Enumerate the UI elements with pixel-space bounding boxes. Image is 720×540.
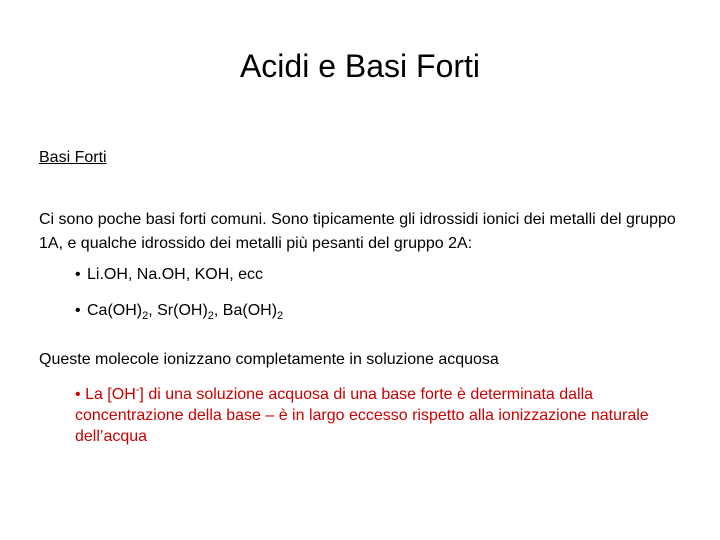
subscript: 2 [142, 310, 149, 322]
bullet-group-2a [75, 301, 283, 321]
subscript: 2 [277, 310, 284, 322]
note-suffix: ] di una soluzione acquosa di una base forte è determinata dalla concentrazione della base – è in largo eccesso rispetto alla ionizzazione naturale dell’acqua [75, 386, 649, 445]
note-prefix: La [OH [85, 386, 136, 403]
intro-paragraph: Ci sono poche basi forti comuni. Sono tipicamente gli idrossidi ionici dei metalli del gruppo 1A, e qualche idrossido dei metalli più pesanti del gruppo 2A: [39, 211, 676, 252]
slide-title: Acidi e Basi Forti [239, 48, 481, 84]
bullet-text: Li.OH, Na.OH, KOH, ecc [87, 266, 264, 283]
ionization-statement: Queste molecole ionizzano completamente in soluzione acquosa [39, 351, 499, 368]
superscript-charge: - [135, 384, 140, 396]
bullet-marker: • [75, 302, 81, 319]
bullet-marker: • [75, 386, 81, 403]
section-heading: Basi Forti [39, 149, 107, 166]
subscript: 2 [207, 310, 214, 322]
bullet-group-1a [75, 265, 263, 285]
formula-calcium-hydroxide: Ca(OH) [87, 302, 143, 319]
formula-barium-hydroxide: , Ba(OH) [213, 302, 278, 319]
bullet-marker: • [75, 266, 81, 283]
formula-strontium-hydroxide: , Sr(OH) [148, 302, 208, 319]
hydroxide-concentration-note [75, 384, 695, 447]
